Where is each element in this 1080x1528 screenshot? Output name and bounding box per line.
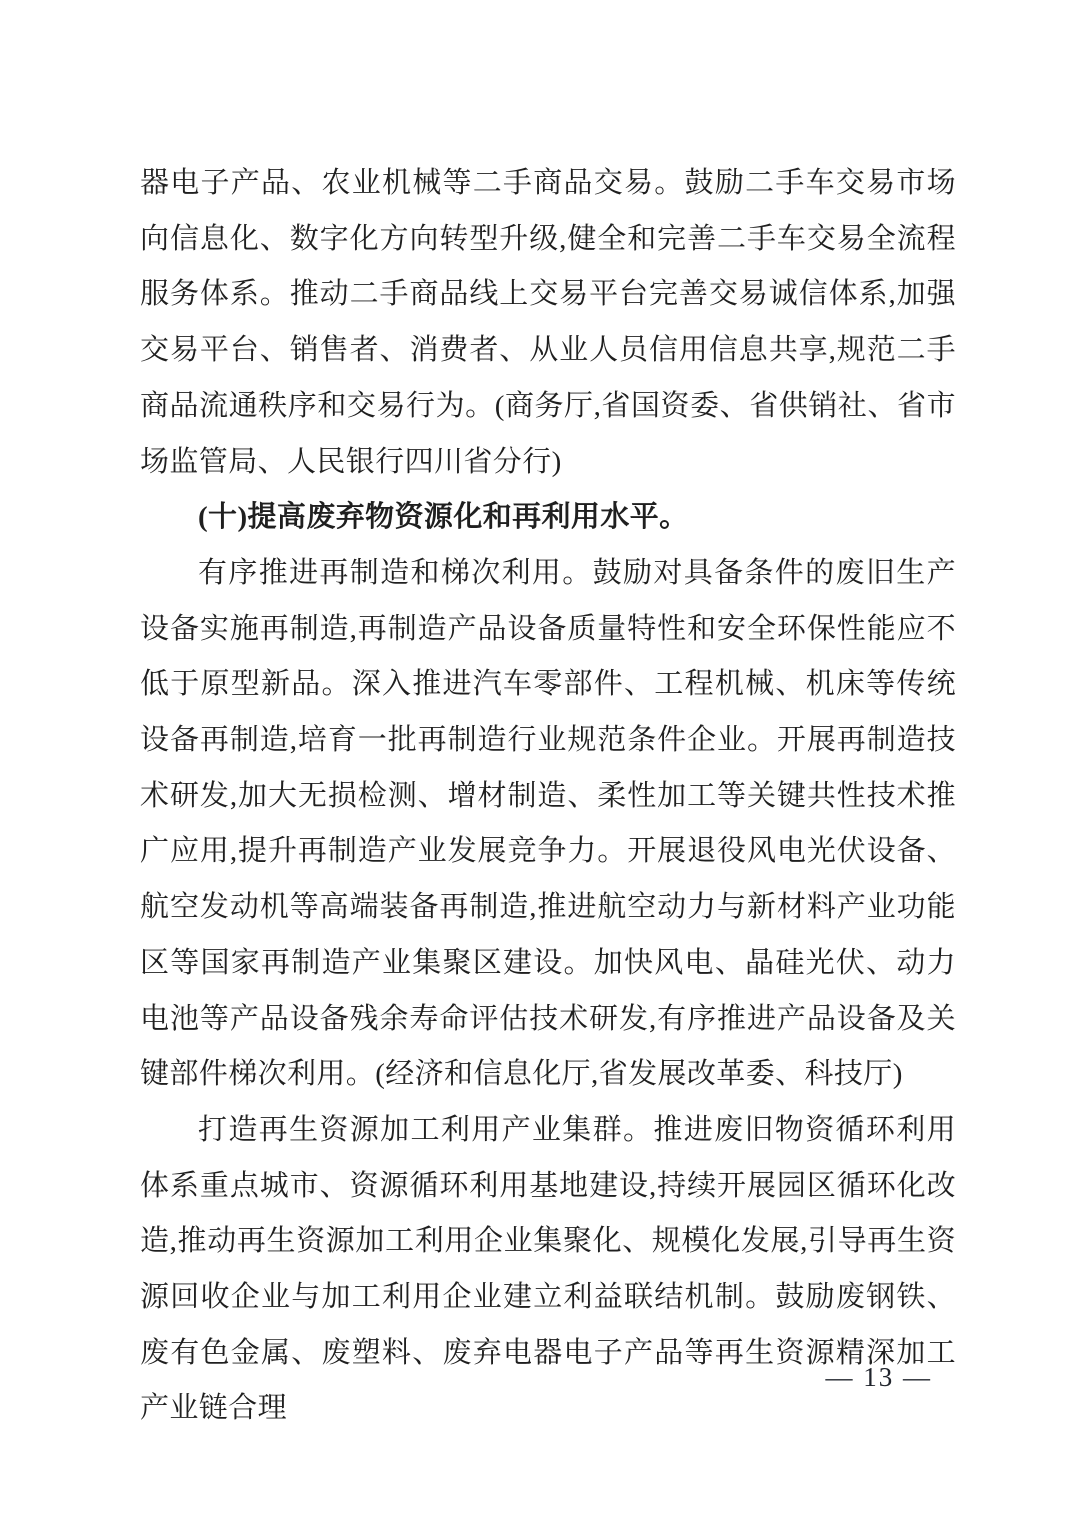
- paragraph-continued: 器电子产品、农业机械等二手商品交易。鼓励二手车交易市场向信息化、数字化方向转型升级,健全和完善二手车交易全流程服务体系。推动二手商品线上交易平台完善交易诚信体系,加强交易平台、销售者、消费者、从业人员信用信息共享,规范二手商品流通秩序和交易行为。(商务厅,省国资委、省供销社、省市场监管局、人民银行四川省分行): [140, 167, 956, 478]
- document-body: [140, 156, 956, 1437]
- paragraph: 有序推进再制造和梯次利用。鼓励对具备条件的废旧生产设备实施再制造,再制造产品设备质量特性和安全环保性能应不低于原型新品。深入推进汽车零部件、工程机械、机床等传统设备再制造,培育一批再制造行业规范条件企业。开展再制造技术研发,加大无损检测、增材制造、柔性加工等关键共性技术推广应用,提升再制造产业发展竞争力。开展退役风电光伏设备、航空发动机等高端装备再制造,推进航空动力与新材料产业功能区等国家再制造产业集聚区建设。加快风电、晶硅光伏、动力电池等产品设备残余寿命评估技术研发,有序推进产品设备及关键部件梯次利用。(经济和信息化厅,省发展改革委、科技厅): [140, 556, 956, 1091]
- paragraph: 打造再生资源加工利用产业集群。推进废旧物资循环利用体系重点城市、资源循环利用基地建设,持续开展园区循环化改造,推动再生资源加工利用企业集聚化、规模化发展,引导再生资源回收企业与加工利用企业建立利益联结机制。鼓励废钢铁、废有色金属、废塑料、废弃电器电子产品等再生资源精深加工产业链合理: [140, 1113, 956, 1425]
- section-heading: (十)提高废弃物资源化和再利用水平。: [198, 501, 689, 534]
- page-number: — 13 —: [825, 1362, 932, 1392]
